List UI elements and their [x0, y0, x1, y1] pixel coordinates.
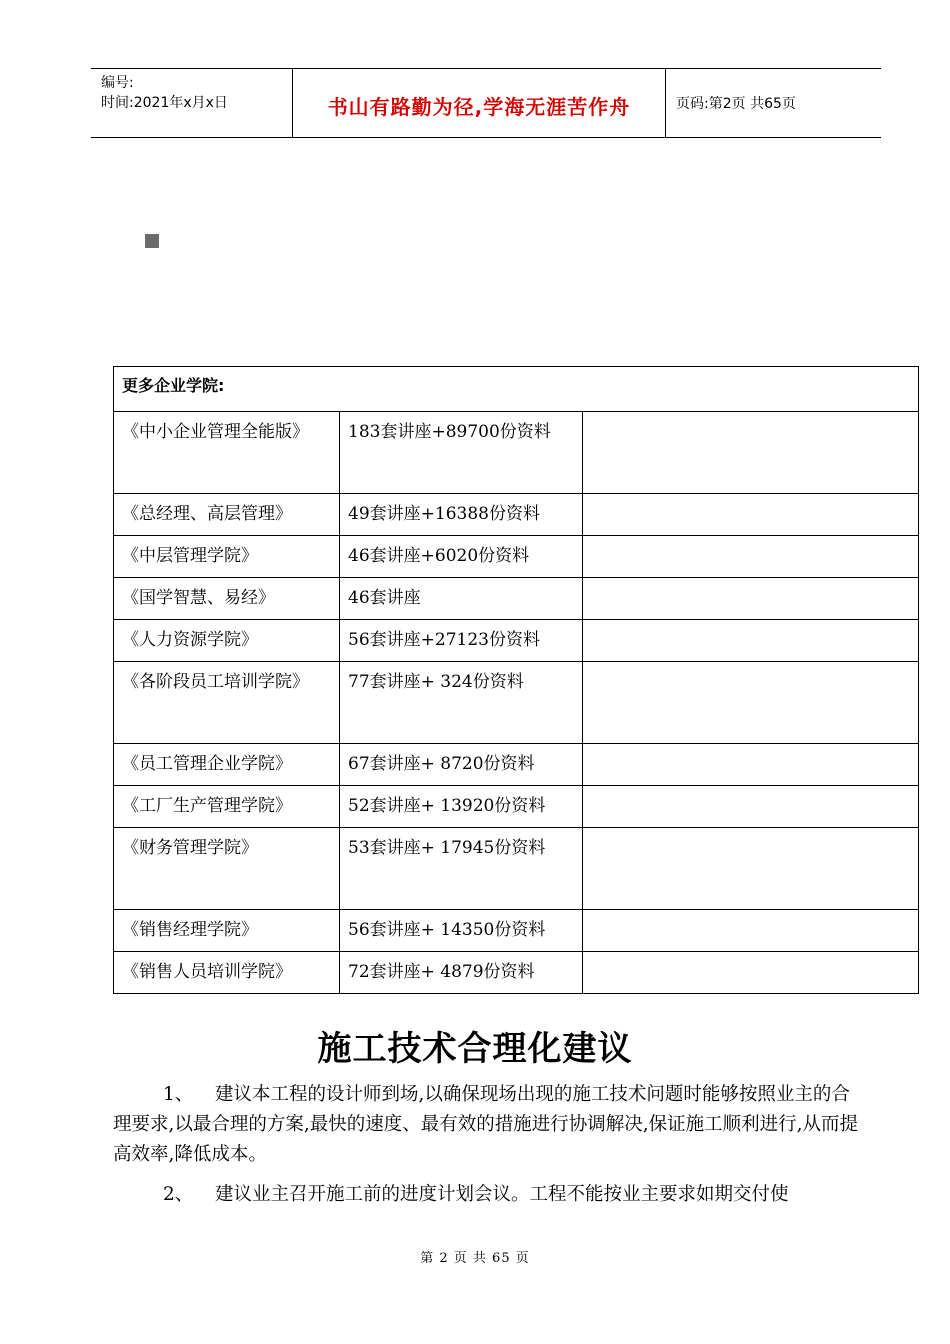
table-row [114, 536, 919, 578]
suggestion-paragraph [113, 1180, 859, 1210]
header-page-info: 页码:第2页 共65页 [676, 96, 796, 112]
academy-content: 72套讲座+ 4879份资料 [348, 962, 535, 982]
academy-content: 53套讲座+ 17945份资料 [348, 838, 546, 858]
header-info-cell [91, 69, 293, 137]
item-text: 建议本工程的设计师到场,以确保现场出现的施工技术问题时能够按照业主的合理要求,以最合理的方案,最快的速度、最有效的措施进行协调解决,保证施工顺利进行,从而提高效率,降低成本。 [113, 1084, 859, 1165]
table-row [114, 494, 919, 536]
empty-cell [583, 828, 919, 910]
academy-table-heading: 更多企业学院: [114, 367, 919, 412]
table-row [114, 910, 919, 952]
academy-content: 52套讲座+ 13920份资料 [348, 796, 546, 816]
academy-content: 49套讲座+16388份资料 [348, 504, 540, 524]
empty-cell [583, 412, 919, 494]
empty-cell [583, 910, 919, 952]
document-time-label: 时间:2021年x月x日 [101, 95, 228, 111]
academy-content: 46套讲座+6020份资料 [348, 546, 530, 566]
table-row [114, 662, 919, 744]
section-title: 施工技术合理化建议 [317, 1029, 633, 1069]
page-header [91, 68, 881, 138]
item-number: 1、 [163, 1084, 194, 1105]
empty-cell [583, 620, 919, 662]
document-number-label: 编号: [101, 75, 134, 91]
table-row [114, 578, 919, 620]
academy-name: 《员工管理企业学院》 [122, 754, 292, 774]
table-row [114, 828, 919, 910]
academy-name: 《总经理、高层管理》 [122, 504, 292, 524]
table-row [114, 412, 919, 494]
academy-name: 《中层管理学院》 [122, 546, 258, 566]
suggestion-paragraph [113, 1080, 859, 1170]
academy-table [113, 366, 919, 994]
academy-name: 《工厂生产管理学院》 [122, 796, 292, 816]
empty-cell [583, 952, 919, 994]
square-bullet-icon [145, 234, 159, 248]
empty-cell [583, 578, 919, 620]
empty-cell [583, 744, 919, 786]
empty-cell [583, 494, 919, 536]
academy-content: 183套讲座+89700份资料 [348, 422, 551, 442]
academy-content: 46套讲座 [348, 588, 421, 608]
academy-content: 67套讲座+ 8720份资料 [348, 754, 535, 774]
table-row [114, 952, 919, 994]
page-footer: 第 2 页 共 65 页 [420, 1251, 530, 1266]
academy-name: 《中小企业管理全能版》 [122, 422, 309, 442]
header-motto: 书山有路勤为径,学海无涯苦作舟 [327, 95, 631, 119]
academy-content: 56套讲座+27123份资料 [348, 630, 540, 650]
academy-name: 《人力资源学院》 [122, 630, 258, 650]
item-number: 2、 [163, 1184, 194, 1205]
table-row [114, 786, 919, 828]
academy-name: 《国学智慧、易经》 [122, 588, 275, 608]
header-page-cell [666, 69, 880, 137]
empty-cell [583, 786, 919, 828]
academy-content: 77套讲座+ 324份资料 [348, 672, 524, 692]
table-row [114, 620, 919, 662]
empty-cell [583, 662, 919, 744]
academy-name: 《财务管理学院》 [122, 838, 258, 858]
academy-content: 56套讲座+ 14350份资料 [348, 920, 546, 940]
empty-cell [583, 536, 919, 578]
header-motto-cell [293, 69, 666, 137]
academy-name: 《销售经理学院》 [122, 920, 258, 940]
academy-name: 《各阶段员工培训学院》 [122, 672, 309, 692]
academy-name: 《销售人员培训学院》 [122, 962, 292, 982]
table-row [114, 744, 919, 786]
item-text: 建议业主召开施工前的进度计划会议。工程不能按业主要求如期交付使 [215, 1184, 789, 1205]
